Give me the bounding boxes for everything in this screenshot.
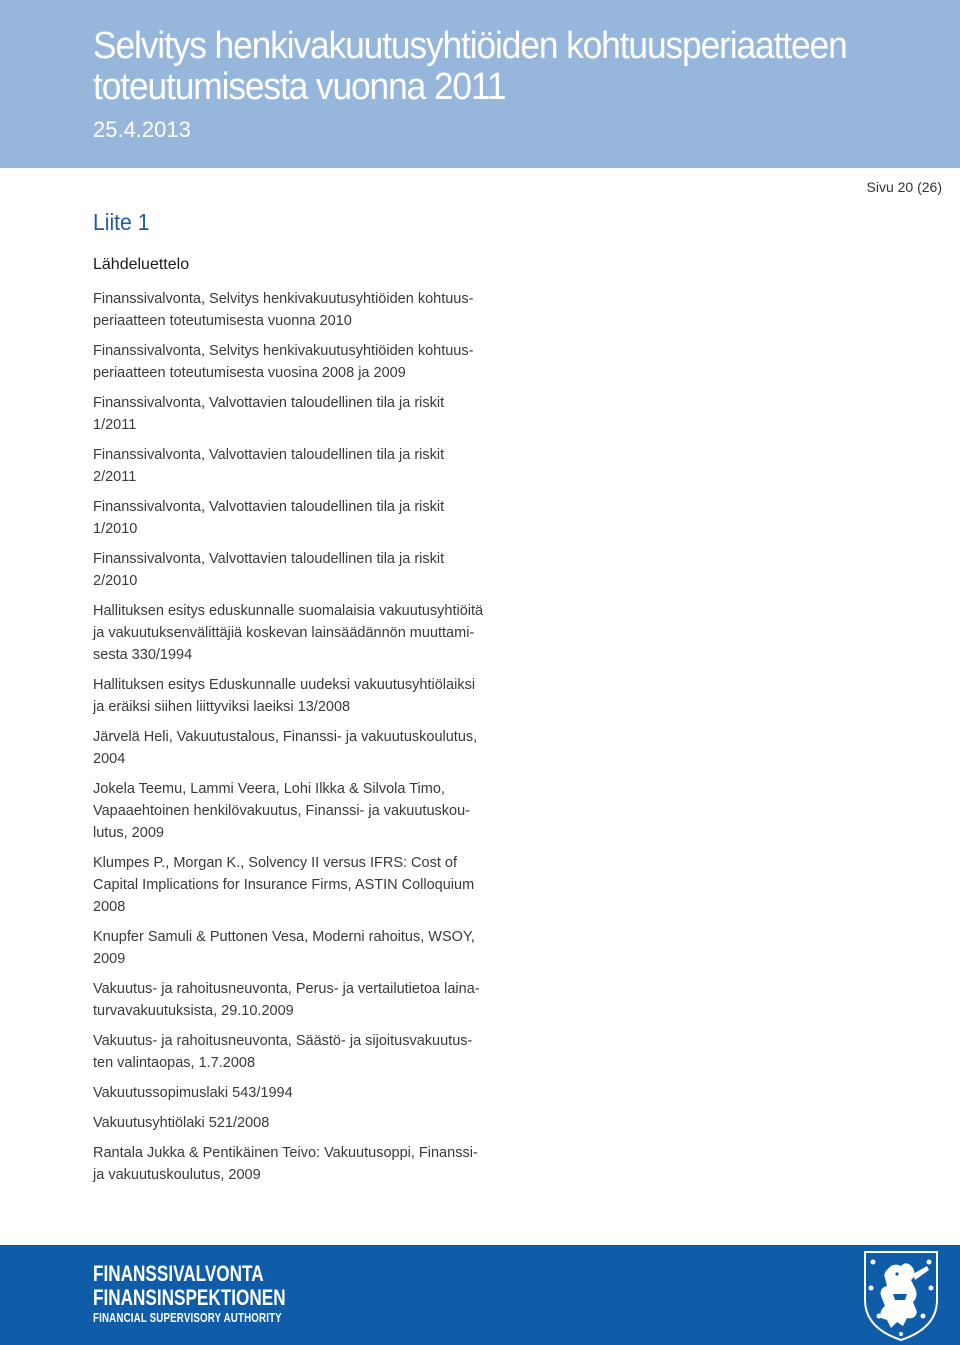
header-banner <box>0 0 960 168</box>
reference-line: Knupfer Samuli & Puttonen Vesa, Moderni rahoitus, WSOY, <box>93 929 475 945</box>
reference-line: Hallituksen esitys eduskunnalle suomalaisia vakuutusyhtiöitä <box>93 603 484 619</box>
reference-line: Hallituksen esitys Eduskunnalle uudeksi vakuutusyhtiölaiksi <box>93 677 476 693</box>
reference-item <box>93 1142 513 1186</box>
reference-line: Klumpes P., Morgan K., Solvency II versus IFRS: Cost of <box>93 855 457 871</box>
reference-line: sesta 330/1994 <box>93 647 193 663</box>
appendix-title: Liite 1 <box>93 209 150 235</box>
footer-name-fi: FINANSSIVALVONTA <box>93 1261 264 1286</box>
reference-line: Finanssivalvonta, Valvottavien taloudellinen tila ja riskit <box>93 447 445 463</box>
reference-line: 2004 <box>93 751 126 767</box>
reference-line: Finanssivalvonta, Valvottavien taloudellinen tila ja riskit <box>93 499 445 515</box>
title-line-2: toteutumisesta vuonna 2011 <box>93 66 506 108</box>
reference-line: periaatteen toteutumisesta vuosina 2008 ja 2009 <box>93 365 406 381</box>
reference-item <box>93 600 513 666</box>
reference-line: Vakuutusyhtiölaki 521/2008 <box>93 1115 270 1131</box>
reference-line: 2/2011 <box>93 469 137 485</box>
reference-line: Järvelä Heli, Vakuutustalous, Finanssi- ja vakuutuskoulutus, <box>93 729 478 745</box>
document-date: 25.4.2013 <box>93 117 191 142</box>
footer-name-en: FINANCIAL SUPERVISORY AUTHORITY <box>93 1311 282 1325</box>
reference-item <box>93 1082 513 1104</box>
reference-line: Vakuutus- ja rahoitusneuvonta, Säästö- ja sijoitusvakuutus- <box>93 1033 473 1049</box>
reference-line: ja eräiksi siihen liittyviksi laeiksi 13/2008 <box>93 699 351 715</box>
reference-line: ja vakuutuskoulutus, 2009 <box>93 1167 261 1183</box>
reference-line: Vapaaehtoinen henkilövakuutus, Finanssi- ja vakuutuskou- <box>93 803 470 819</box>
reference-line: ja vakuutuksenvälittäjiä koskevan lainsäädännön muuttami- <box>93 625 475 641</box>
reference-line: ten valintaopas, 1.7.2008 <box>93 1055 256 1071</box>
section-title: Lähdeluettelo <box>93 256 190 273</box>
reference-line: Jokela Teemu, Lammi Veera, Lohi Ilkka & Silvola Timo, <box>93 781 445 797</box>
reference-line: Finanssivalvonta, Selvitys henkivakuutusyhtiöiden kohtuus- <box>93 343 474 359</box>
footer-logo-text <box>93 1262 286 1326</box>
reference-item <box>93 496 513 540</box>
reference-list <box>93 288 513 1194</box>
reference-line: periaatteen toteutumisesta vuonna 2010 <box>93 313 352 329</box>
reference-item <box>93 674 513 718</box>
reference-line: Capital Implications for Insurance Firms, ASTIN Colloquium <box>93 877 475 893</box>
reference-item <box>93 1112 513 1134</box>
reference-line: Vakuutus- ja rahoitusneuvonta, Perus- ja vertailutietoa laina- <box>93 981 480 997</box>
reference-item <box>93 852 513 918</box>
reference-line: 1/2010 <box>93 521 138 537</box>
reference-line: 2/2010 <box>93 573 138 589</box>
page-number: Sivu 20 (26) <box>866 179 942 195</box>
reference-item <box>93 926 513 970</box>
reference-line: lutus, 2009 <box>93 825 164 841</box>
reference-line: 2008 <box>93 899 126 915</box>
reference-item <box>93 340 513 384</box>
reference-line: Finanssivalvonta, Valvottavien taloudellinen tila ja riskit <box>93 551 445 567</box>
reference-line: Finanssivalvonta, Selvitys henkivakuutusyhtiöiden kohtuus- <box>93 291 474 307</box>
reference-item <box>93 1030 513 1074</box>
reference-item <box>93 392 513 436</box>
reference-line: Rantala Jukka & Pentikäinen Teivo: Vakuutusoppi, Finanssi- <box>93 1145 478 1161</box>
title-line-1: Selvitys henkivakuutusyhtiöiden kohtuusperiaatteen <box>93 25 847 67</box>
reference-line: 2009 <box>93 951 126 967</box>
reference-item <box>93 778 513 844</box>
footer-name-sv: FINANSINSPEKTIONEN <box>93 1285 286 1310</box>
reference-line: 1/2011 <box>93 417 137 433</box>
heraldic-lion-emblem-icon <box>857 1248 945 1342</box>
reference-line: turvavakuutuksista, 29.10.2009 <box>93 1003 294 1019</box>
reference-item <box>93 444 513 488</box>
reference-line: Vakuutussopimuslaki 543/1994 <box>93 1085 293 1101</box>
reference-item <box>93 288 513 332</box>
reference-item <box>93 978 513 1022</box>
document-title <box>93 26 884 108</box>
reference-item <box>93 548 513 592</box>
reference-line: Finanssivalvonta, Valvottavien taloudellinen tila ja riskit <box>93 395 445 411</box>
reference-item <box>93 726 513 770</box>
